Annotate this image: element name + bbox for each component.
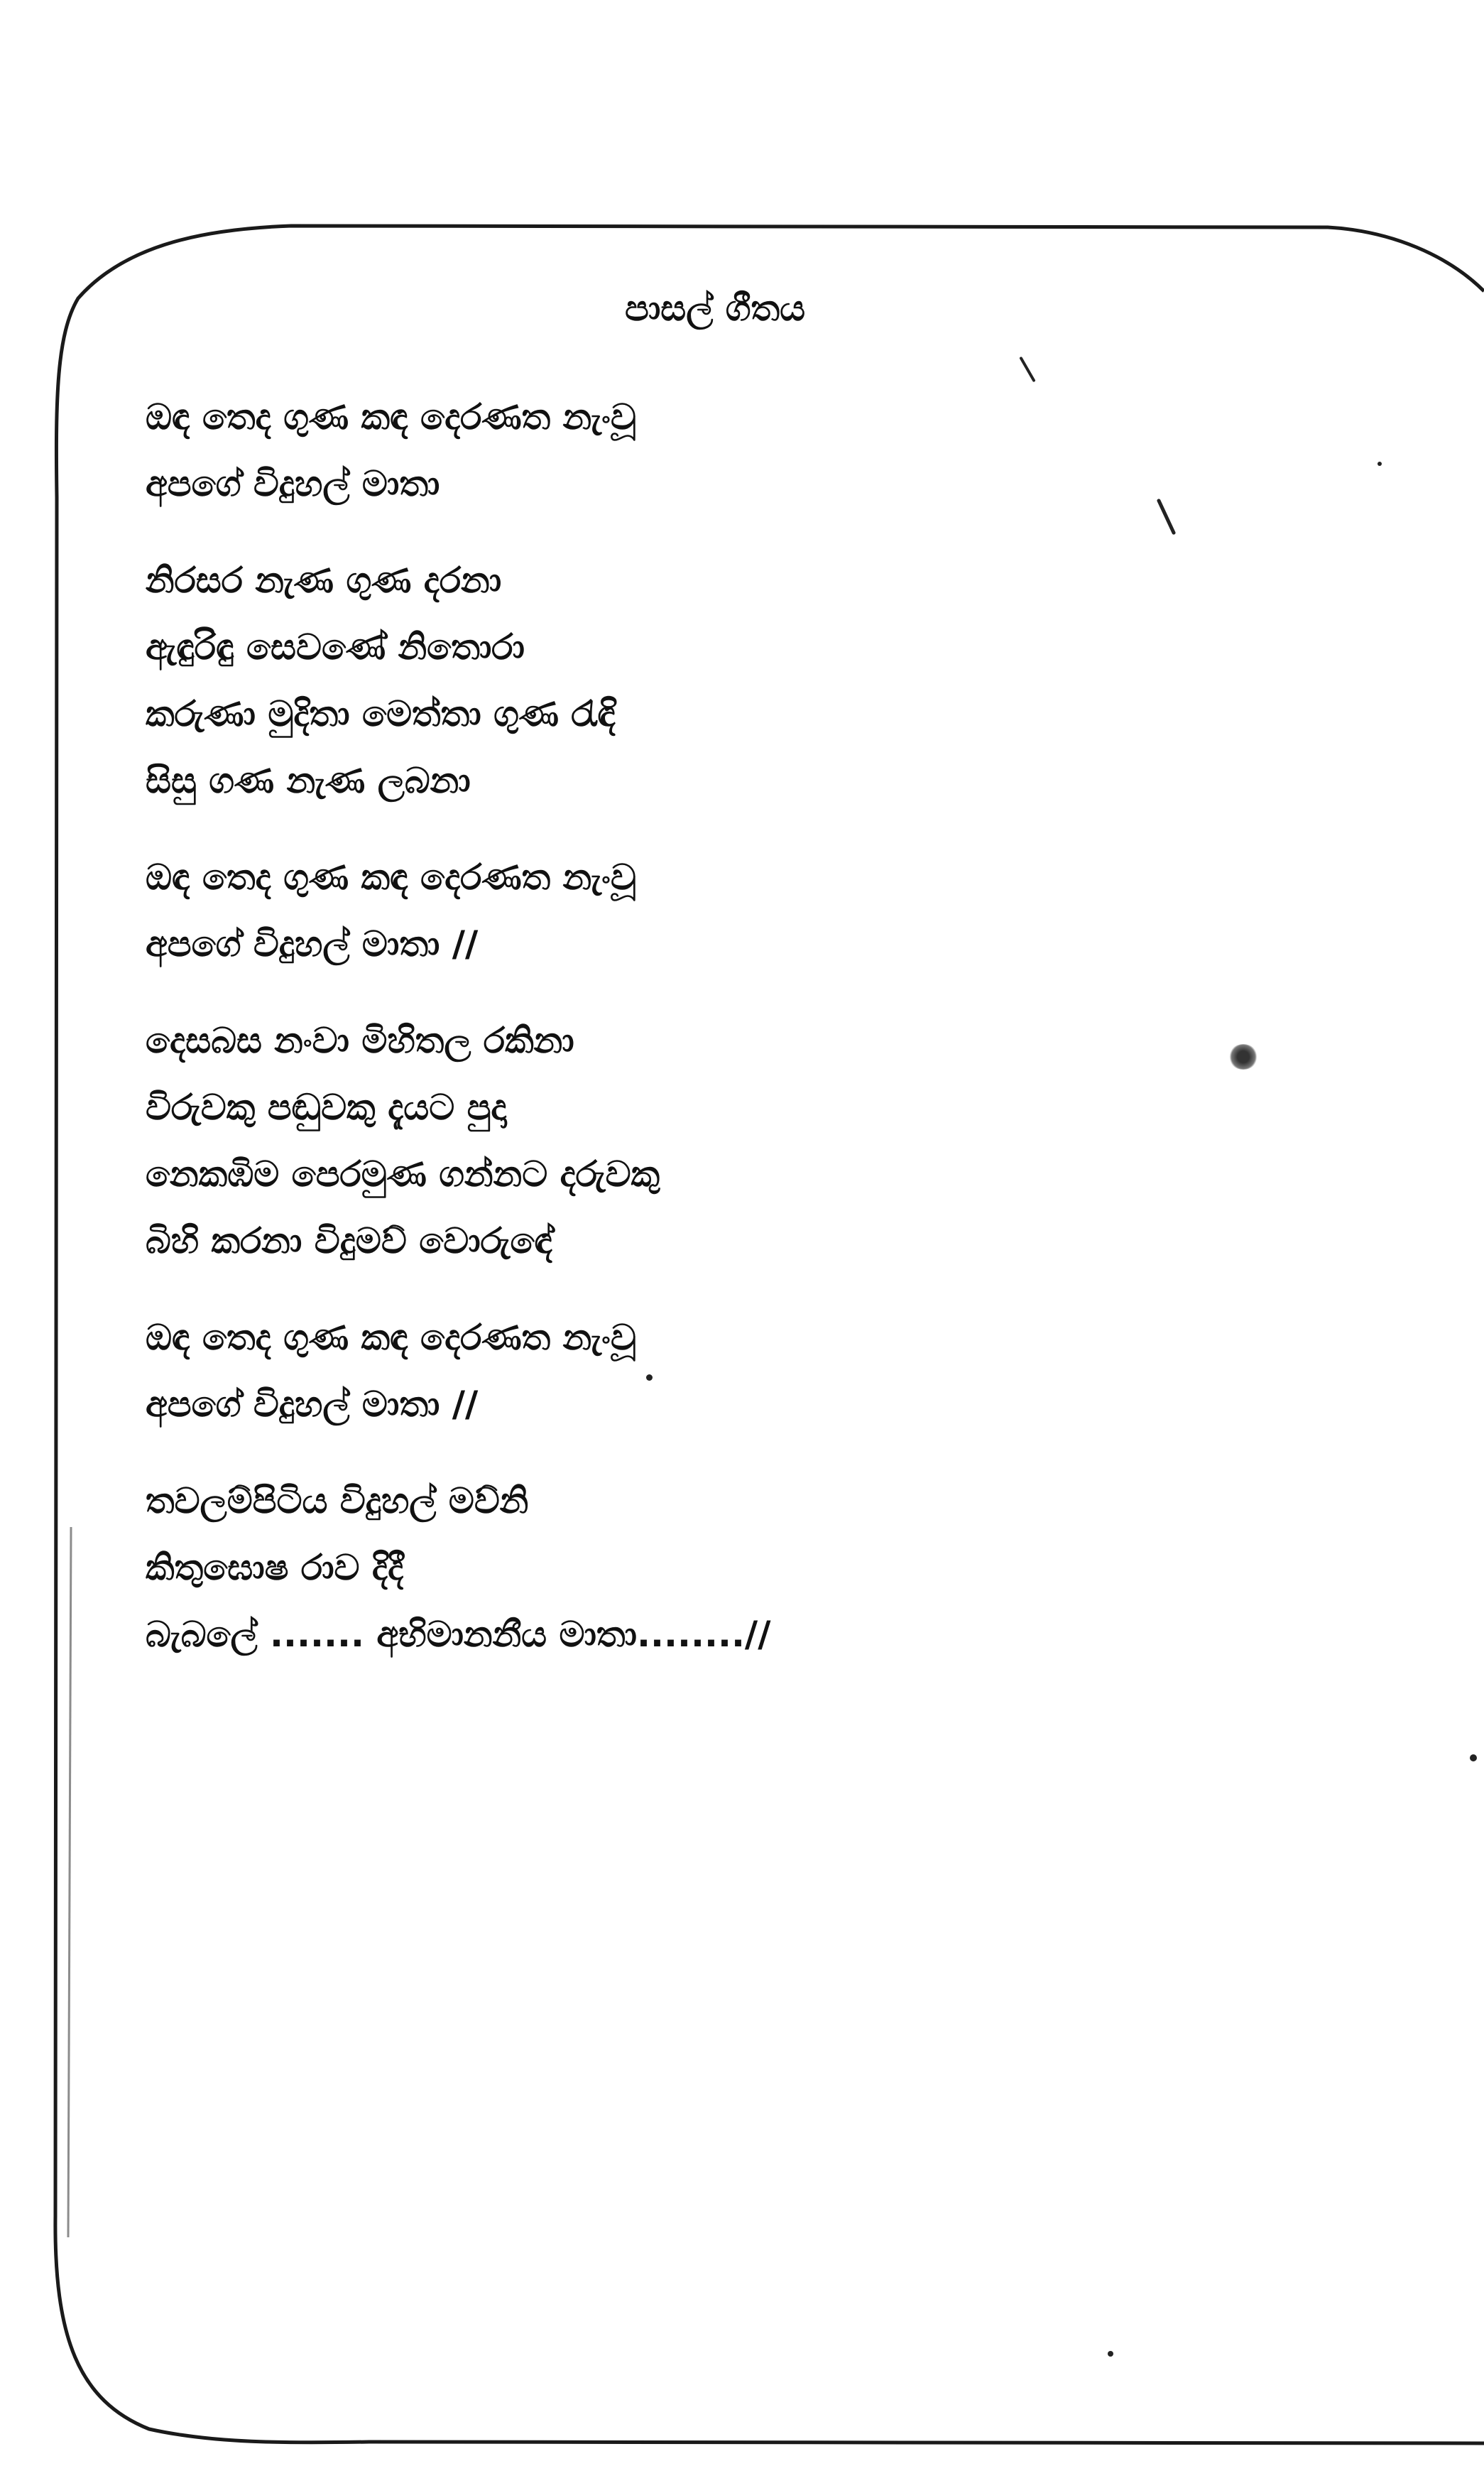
lyric-line: සිසු ගණ නැණ ලබනා: [146, 760, 471, 801]
scan-speck: [1108, 2351, 1113, 2357]
lyrics-body: [146, 284, 1353, 1698]
lyric-line: අපගේ විදුහල් මාතා //: [146, 923, 479, 965]
stanza-6: [146, 1467, 1353, 1668]
lyric-line: ඔඳ තෙද ගුණ කඳ දෙරණත නැංවූ: [146, 396, 636, 438]
lyric-line: කරුණා මුදිතා මෙත්තා ගුණ රැඳි: [146, 693, 616, 734]
lyric-line: කිතුඝොෂ රාව දිදී: [146, 1547, 404, 1588]
lyric-line: ඔඳ තෙද ගුණ කඳ දෙරණත නැංවූ: [146, 857, 636, 898]
lyric-line: බැබලේ ....... අභිමානනීය මාතා........//: [146, 1614, 771, 1655]
stanza-4: [146, 1007, 1353, 1274]
stanza-5: [146, 1304, 1353, 1438]
song-title: පාසල් ගීතය: [625, 288, 806, 329]
scan-speck: [1470, 1754, 1477, 1761]
stanza-2: [146, 547, 1353, 814]
lyric-line: නෙකඹිම පෙරමුණ ගන්නට දරුවකු: [146, 1153, 660, 1195]
lyric-line: තවලම්පිටිය විදුහල් මව්නි: [146, 1480, 529, 1521]
lyric-line: ඇඳුරිඳු සෙවණේ නිතොරා: [146, 626, 525, 668]
lyric-line: නිරසර නැණ ගුණ දරනා: [146, 560, 502, 601]
lyric-line: විරුවකු පඬුවකු දැයට පුදා: [146, 1087, 507, 1128]
stanza-3: [146, 844, 1353, 977]
lyric-line: දෙසබස නංවා මිහිතල රකිනා: [146, 1020, 574, 1061]
lyric-line: අපගේ විදුහල් මාතා //: [146, 1384, 479, 1425]
lyric-line: බිහි කරනා විදුමව් වොරුඳේ: [146, 1220, 553, 1261]
scan-speck: [1377, 462, 1382, 466]
stanza-1: [146, 384, 1353, 517]
lyric-line: ඔඳ තෙද ගුණ කඳ දෙරණත නැංවූ: [146, 1317, 636, 1358]
lyric-line: අපගේ විදුහල් මාතා: [146, 463, 440, 504]
